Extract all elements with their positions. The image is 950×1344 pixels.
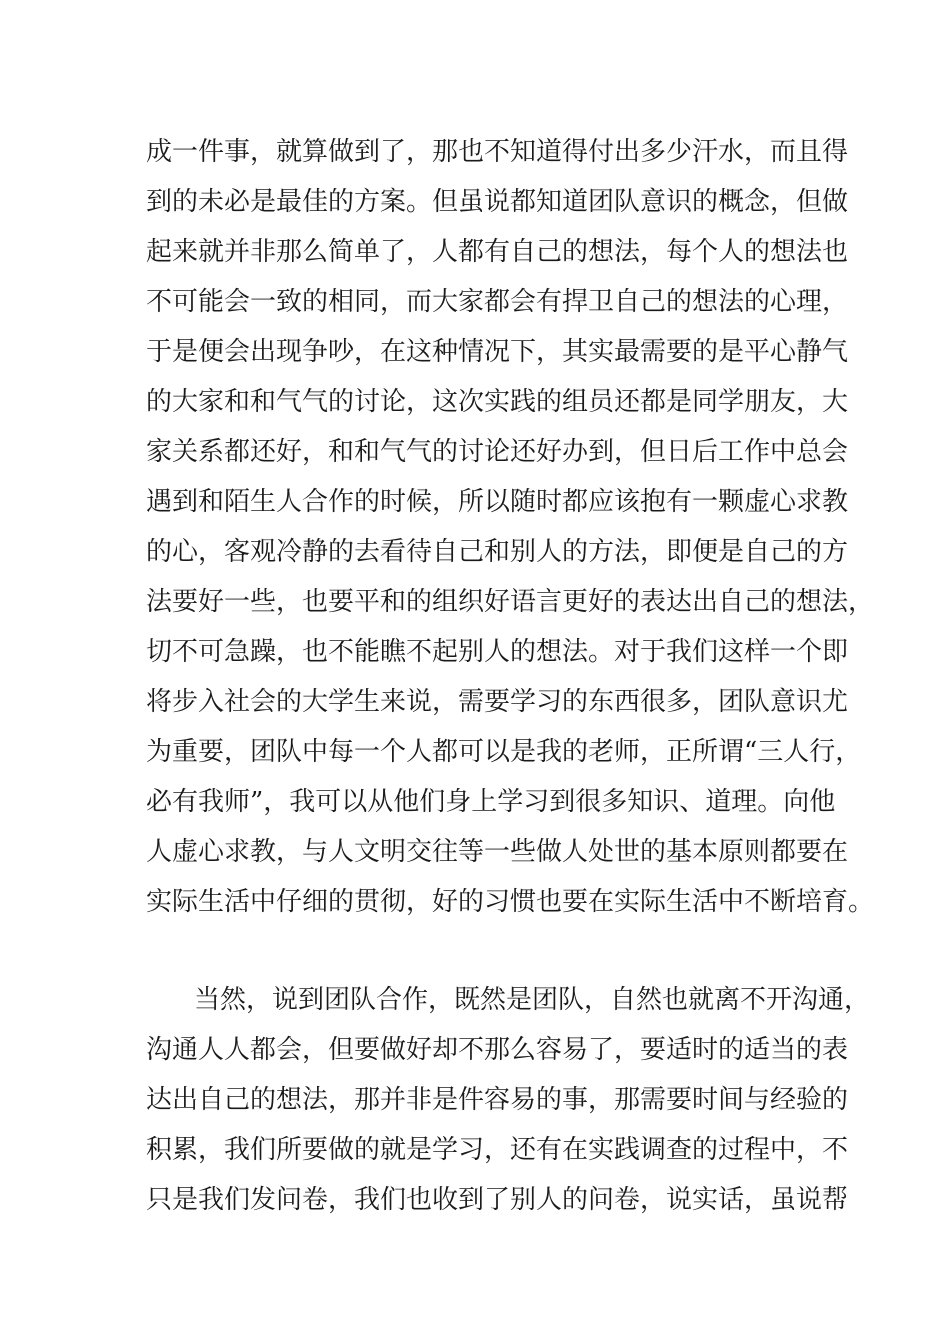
paragraph-1-line-2: 到的未必是最佳的方案。但虽说都知道团队意识的概念，但做 bbox=[146, 187, 849, 217]
paragraph-2-line-4: 积累，我们所要做的就是学习，还有在实践调查的过程中，不 bbox=[146, 1135, 849, 1165]
paragraph-1-line-12: 将步入社会的大学生来说，需要学习的东西很多，团队意识尤 bbox=[146, 687, 849, 717]
paragraph-1-line-9: 的心，客观冷静的去看待自己和别人的方法，即便是自己的方 bbox=[146, 537, 849, 567]
paragraph-1-line-15: 人虚心求教，与人文明交往等一些做人处世的基本原则都要在 bbox=[146, 837, 849, 867]
paragraph-2-line-2: 沟通人人都会，但要做好却不那么容易了，要适时的适当的表 bbox=[146, 1035, 849, 1065]
paragraph-1-line-7: 家关系都还好，和和气气的讨论还好办到，但日后工作中总会 bbox=[146, 437, 849, 467]
paragraph-1-line-10: 法要好一些，也要平和的组织好语言更好的表达出自己的想法， bbox=[146, 587, 875, 617]
paragraph-1-line-11: 切不可急躁，也不能瞧不起别人的想法。对于我们这样一个即 bbox=[146, 637, 849, 667]
paragraph-1-line-4: 不可能会一致的相同，而大家都会有捍卫自己的想法的心理， bbox=[146, 287, 849, 317]
paragraph-1-line-3: 起来就并非那么简单了，人都有自己的想法，每个人的想法也 bbox=[146, 237, 849, 267]
paragraph-2-line-1: 当然，说到团队合作，既然是团队，自然也就离不开沟通， bbox=[194, 985, 871, 1015]
paragraph-1-line-13: 为重要，团队中每一个人都可以是我的老师，正所谓“三人行， bbox=[146, 737, 862, 767]
paragraph-1-line-8: 遇到和陌生人合作的时候，所以随时都应该抱有一颗虚心求教 bbox=[146, 487, 849, 517]
paragraph-1-line-6: 的大家和和气气的讨论，这次实践的组员还都是同学朋友，大 bbox=[146, 387, 849, 417]
paragraph-1-line-14: 必有我师”，我可以从他们身上学习到很多知识、道理。向他 bbox=[146, 787, 836, 817]
paragraph-2-line-3: 达出自己的想法，那并非是件容易的事，那需要时间与经验的 bbox=[146, 1085, 849, 1115]
paragraph-1-line-5: 于是便会出现争吵，在这种情况下，其实最需要的是平心静气 bbox=[146, 337, 849, 367]
paragraph-1-line-16: 实际生活中仔细的贯彻，好的习惯也要在实际生活中不断培育。 bbox=[146, 887, 875, 917]
paragraph-1-line-1: 成一件事，就算做到了，那也不知道得付出多少汗水，而且得 bbox=[146, 137, 849, 167]
paragraph-2-line-5: 只是我们发问卷，我们也收到了别人的问卷，说实话，虽说帮 bbox=[146, 1185, 849, 1215]
